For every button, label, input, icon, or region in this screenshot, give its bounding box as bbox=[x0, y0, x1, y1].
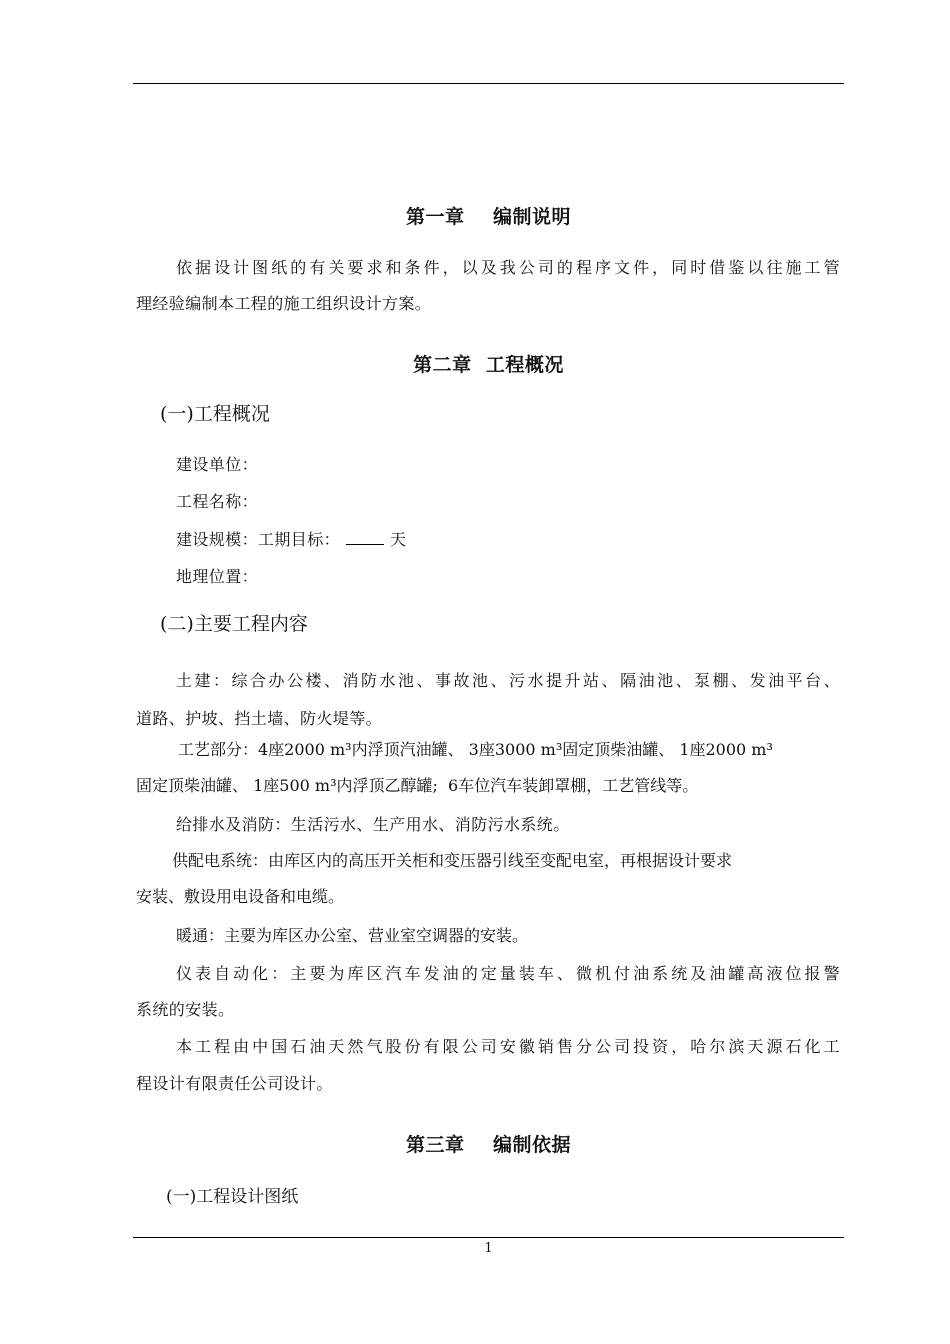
paragraph-line: 暖通：主要为库区办公室、营业室空调器的安装。 bbox=[176, 926, 529, 945]
paragraph-line: 道路、护坡、挡土墙、防火堤等。 bbox=[136, 709, 383, 728]
field-scale-unit: 天 bbox=[390, 530, 407, 549]
paragraph-line: 本工程由中国石油天然气股份有限公司安徽销售分公司投资，哈尔滨天源石化工 bbox=[176, 1037, 840, 1056]
section-title: (一)工程概况 bbox=[160, 403, 270, 425]
chapter-1-title: 第一章 编制说明 bbox=[406, 206, 571, 228]
paragraph-line: 给排水及消防：生活污水、生产用水、消防污水系统。 bbox=[176, 815, 570, 834]
field-project-name: 工程名称： bbox=[176, 492, 259, 511]
paragraph-line: 安装、敷设用电设备和电缆。 bbox=[136, 887, 345, 906]
paragraph-line: 理经验编制本工程的施工组织设计方案。 bbox=[136, 294, 432, 313]
chapter-2-title: 第二章 工程概况 bbox=[413, 354, 564, 376]
chapter-3-title: 第三章 编制依据 bbox=[406, 1134, 571, 1156]
paragraph-line: 依据设计图纸的有关要求和条件，以及我公司的程序文件，同时借鉴以往施工管 bbox=[176, 258, 840, 277]
field-scale bbox=[176, 527, 406, 550]
page-number: 1 bbox=[484, 1241, 493, 1256]
header-rule bbox=[133, 83, 844, 84]
paragraph-line: 供配电系统：由库区内的高压开关柜和变压器引线至变配电室，再根据设计要求 bbox=[172, 851, 733, 870]
paragraph-line: 仪表自动化：主要为库区汽车发油的定量装车、微机付油系统及油罐高液位报警 bbox=[176, 964, 840, 983]
section-title: (一)工程设计图纸 bbox=[166, 1187, 299, 1207]
section-title: (二)主要工程内容 bbox=[160, 613, 308, 635]
paragraph-line: 土建：综合办公楼、消防水池、事故池、污水提升站、隔油池、泵棚、发油平台、 bbox=[176, 671, 840, 690]
footer-rule bbox=[133, 1237, 844, 1238]
paragraph-line: 程设计有限责任公司设计。 bbox=[136, 1074, 333, 1093]
paragraph-line: 固定顶柴油罐、 1座500 m³内浮顶乙醇罐; 6车位汽车装卸罩棚，工艺管线等。 bbox=[136, 776, 699, 795]
paragraph-line: 系统的安装。 bbox=[136, 1000, 235, 1019]
field-owner: 建设单位： bbox=[176, 455, 259, 474]
field-location: 地理位置： bbox=[176, 567, 259, 586]
blank-underline bbox=[346, 530, 384, 545]
field-scale-label: 建设规模：工期目标： bbox=[176, 530, 341, 549]
paragraph-line: 工艺部分：4座2000 m³内浮顶汽油罐、 3座3000 m³固定顶柴油罐、 1座2000 m³ bbox=[178, 740, 773, 759]
